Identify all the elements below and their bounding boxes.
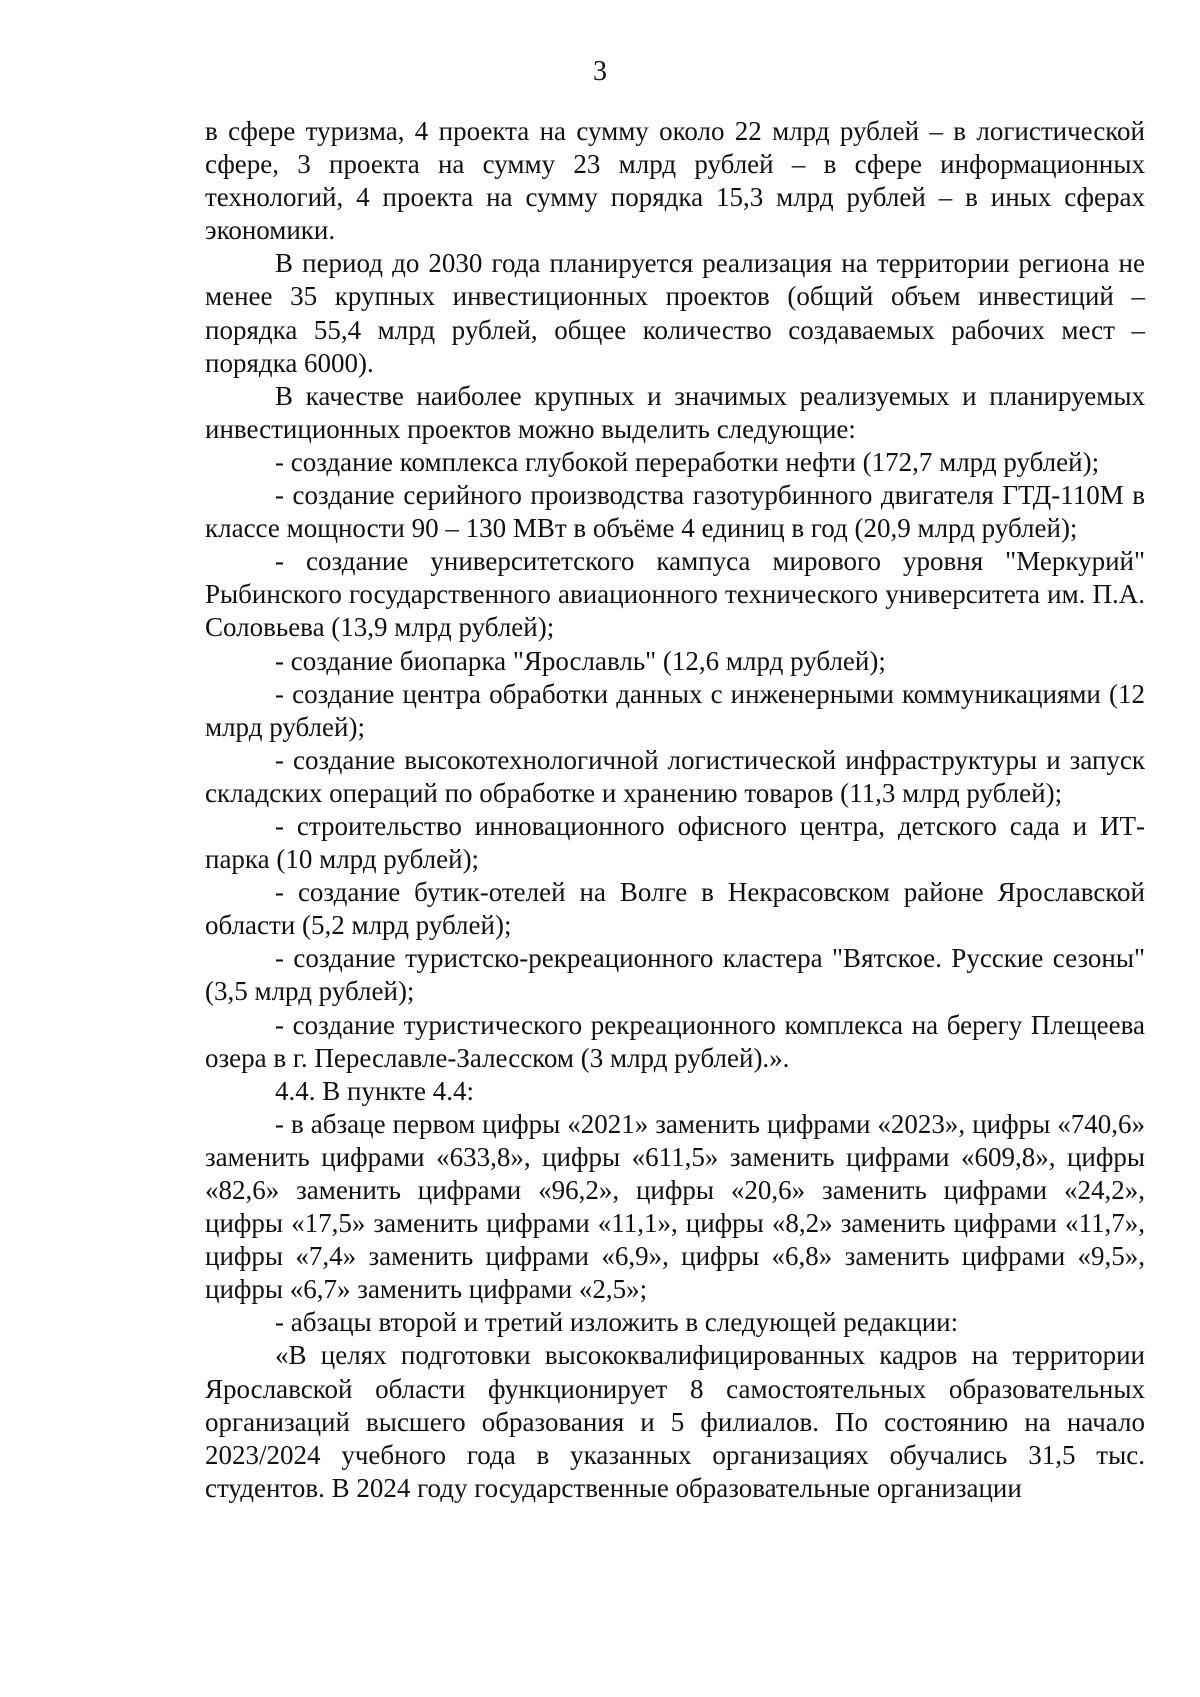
list-item-biopark: - создание биопарка "Ярославль" (12,6 млрд рублей); <box>275 645 886 676</box>
paragraph-projects-intro: В качестве наиболее крупных и значимых реализуемых и планируемых инвестиционных проектов можно выделить следующие: <box>205 380 1145 444</box>
document-body <box>205 115 1145 1505</box>
paragraph-higher-education: «В целях подготовки высококвалифицированных кадров на территории Ярославской области функционирует 8 самостоятельных образовательных организаций высшего образования и 5 филиалов. По состоянию на начало 2023/2024 учебного года в указанных организациях обучались 31,5 тыс. студентов. В 2024 году государственные образовательные организации <box>205 1340 1145 1503</box>
page-number: 3 <box>593 56 607 87</box>
list-item-office-center: - строительство инновационного офисного центра, детского сада и ИТ-парка (10 млрд рублей); <box>205 810 1145 875</box>
amendment-paragraphs-two-three: - абзацы второй и третий изложить в следующей редакции: <box>275 1307 959 1338</box>
list-item-pleshcheevo-complex: - создание туристического рекреационного комплекса на берегу Плещеева озера в г. Переславле-Залесском (3 млрд рублей).». <box>205 1009 1145 1073</box>
list-item-vyatskoe-cluster: - создание туристско-рекреационного кластера "Вятское. Русские сезоны" (3,5 млрд рублей); <box>205 943 1145 1007</box>
paragraph-continuation: в сфере туризма, 4 проекта на сумму около 22 млрд рублей – в логистической сфере, 3 проекта на сумму 23 млрд рублей – в сфере информационных технологий, 4 проекта на сумму порядка 15,3 млрд рублей – в иных сферах экономики. <box>205 116 1145 246</box>
list-item-data-center: - создание центра обработки данных с инженерными коммуникациями (12 млрд рублей); <box>205 678 1145 742</box>
amendment-paragraph-one: - в абзаце первом цифры «2021» заменить цифрами «2023», цифры «740,6» заменить цифрами «633,8», цифры «611,5» заменить цифрами «609,8», цифры «82,6» заменить цифрами «96,2», цифры «20,6» заменить цифрами «24,2», цифры «17,5» заменить цифрами «11,1», цифры «8,2» заменить цифрами «11,7», цифры «7,4» заменить цифрами «6,9», цифры «6,8» заменить цифрами «9,5», цифры «6,7» заменить цифрами «2,5»; <box>205 1108 1145 1305</box>
list-item-gas-turbine: - создание серийного производства газотурбинного двигателя ГТД-110М в классе мощности 90 – 130 МВт в объёме 4 единиц в год (20,9 млрд рублей); <box>205 480 1145 544</box>
list-item-boutique-hotels: - создание бутик-отелей на Волге в Некрасовском районе Ярославской области (5,2 млрд рублей); <box>205 877 1145 941</box>
list-item-university-campus: - создание университетского кампуса мирового уровня "Меркурий" Рыбинского государственного авиационного технического университета им. П.А. Соловьева (13,9 млрд рублей); <box>205 546 1145 643</box>
paragraph-investment-plan-2030: В период до 2030 года планируется реализация на территории региона не менее 35 крупных инвестиционных проектов (общий объем инвестиций – порядка 55,4 млрд рублей, общее количество создаваемых рабочих мест – порядка 6000). <box>205 248 1145 378</box>
list-item-logistics: - создание высокотехнологичной логистической инфраструктуры и запуск складских операций по обработке и хранению товаров (11,3 млрд рублей); <box>205 744 1145 808</box>
section-4-4-heading: 4.4. В пункте 4.4: <box>275 1075 474 1106</box>
list-item-oil-refining: - создание комплекса глубокой переработки нефти (172,7 млрд рублей); <box>275 446 1100 477</box>
